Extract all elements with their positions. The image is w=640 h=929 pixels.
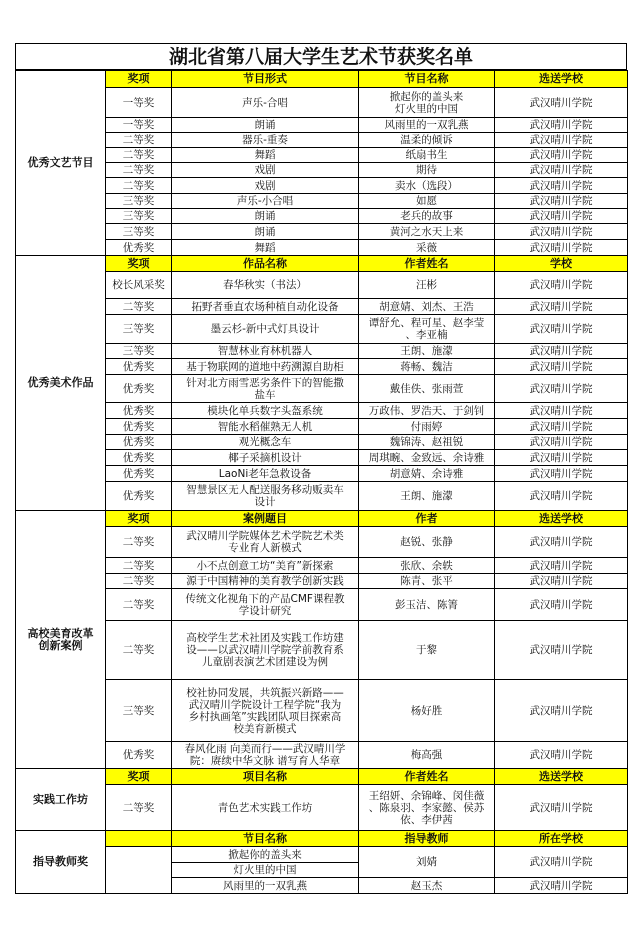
cell-work: 付雨婷 (359, 419, 495, 435)
cell-school: 武汉晴川学院 (495, 118, 628, 133)
column-header-award (106, 831, 172, 847)
cell-form: 戏剧 (172, 163, 359, 178)
cell-work: 灯火里的中国 (172, 863, 359, 878)
cell-form: 高校学生艺术社团及实践工作坊建 设——以武汉晴川学院学前教育系 儿童剧表演艺术团建设为例 (172, 621, 359, 680)
cell-award: 优秀奖 (106, 419, 172, 435)
table-row (16, 435, 628, 450)
cell-school: 武汉晴川学院 (495, 194, 628, 209)
cell-school: 武汉晴川学院 (495, 344, 628, 359)
section-category: 优秀美术作品 (16, 256, 106, 511)
cell-school: 武汉晴川学院 (495, 466, 628, 482)
cell-award: 一等奖 (106, 118, 172, 133)
cell-award: 三等奖 (106, 344, 172, 359)
cell-award: 优秀奖 (106, 375, 172, 403)
section-header-row (16, 71, 628, 88)
cell-work: 风雨里的一双乳燕 (172, 878, 359, 894)
cell-form: 青色艺术实践工作坊 (172, 785, 359, 831)
cell-school: 武汉晴川学院 (495, 435, 628, 450)
cell-school: 武汉晴川学院 (495, 178, 628, 194)
cell-form: 墨云杉-新中式灯具设计 (172, 315, 359, 344)
table-row (16, 133, 628, 148)
cell-work: 风雨里的一双乳燕 (359, 118, 495, 133)
cell-award: 校长风采奖 (106, 272, 172, 299)
cell-award: 优秀奖 (106, 450, 172, 466)
cell-award: 一等奖 (106, 88, 172, 118)
cell-work: 采薇 (359, 240, 495, 256)
column-header-school: 学校 (495, 256, 628, 272)
table-row (16, 209, 628, 224)
cell-work: 纸扇书生 (359, 148, 495, 163)
table-row (16, 621, 628, 680)
cell-award: 三等奖 (106, 209, 172, 224)
cell-form: 声乐-合唱 (172, 88, 359, 118)
cell-school: 武汉晴川学院 (495, 589, 628, 621)
table-row (16, 742, 628, 769)
cell-award: 二等奖 (106, 178, 172, 194)
cell-form: 舞蹈 (172, 240, 359, 256)
cell-school: 武汉晴川学院 (495, 209, 628, 224)
cell-form: 基于物联网的道地中药溯源自助柜 (172, 359, 359, 375)
cell-work: 赵锐、张静 (359, 527, 495, 558)
table-row (16, 589, 628, 621)
cell-work: 温柔的倾诉 (359, 133, 495, 148)
cell-form: 源于中国精神的美育教学创新实践 (172, 574, 359, 589)
column-header-award: 奖项 (106, 769, 172, 785)
cell-form: 朗诵 (172, 209, 359, 224)
cell-school: 武汉晴川学院 (495, 88, 628, 118)
cell-form: 小不点创意工坊“美育”新探索 (172, 558, 359, 574)
cell-teacher: 刘婧 (359, 847, 495, 878)
cell-work: 周琪畹、金致远、余诗雅 (359, 450, 495, 466)
cell-form: 传统文化视角下的产品CMF课程教 学设计研究 (172, 589, 359, 621)
cell-award: 二等奖 (106, 574, 172, 589)
table-row (16, 272, 628, 299)
cell-school: 武汉晴川学院 (495, 224, 628, 240)
cell-award: 二等奖 (106, 621, 172, 680)
cell-form: 朗诵 (172, 118, 359, 133)
cell-school: 武汉晴川学院 (495, 847, 628, 878)
cell-school: 武汉晴川学院 (495, 148, 628, 163)
table-row (16, 419, 628, 435)
cell-school: 武汉晴川学院 (495, 574, 628, 589)
cell-work: 戴佳佚、张雨萱 (359, 375, 495, 403)
page-title: 湖北省第八届大学生艺术节获奖名单 (15, 43, 627, 70)
table-row (16, 680, 628, 742)
table-row (16, 194, 628, 209)
cell-form: LaoNi老年急救设备 (172, 466, 359, 482)
cell-school: 武汉晴川学院 (495, 680, 628, 742)
column-header-award: 奖项 (106, 256, 172, 272)
table-row (16, 527, 628, 558)
cell-work: 掀起你的盖头来 (172, 847, 359, 863)
cell-award: 优秀奖 (106, 466, 172, 482)
cell-form: 智能水稻催熟无人机 (172, 419, 359, 435)
section-category: 指导教师奖 (16, 831, 106, 894)
section-header-row (16, 831, 628, 847)
cell-award: 二等奖 (106, 133, 172, 148)
table-row (16, 450, 628, 466)
column-header-school: 选送学校 (495, 511, 628, 527)
cell-work: 张欣、余轶 (359, 558, 495, 574)
table-row (16, 163, 628, 178)
cell-award: 优秀奖 (106, 403, 172, 419)
cell-form: 春华秋实（书法） (172, 272, 359, 299)
cell-school: 武汉晴川学院 (495, 621, 628, 680)
column-header-school: 选送学校 (495, 769, 628, 785)
column-header-school: 选送学校 (495, 71, 628, 88)
cell-form: 模块化单兵数字头盔系统 (172, 403, 359, 419)
section-header-row (16, 256, 628, 272)
cell-work: 陈青、张平 (359, 574, 495, 589)
cell-award: 优秀奖 (106, 240, 172, 256)
cell-school: 武汉晴川学院 (495, 272, 628, 299)
column-header-school: 所在学校 (495, 831, 628, 847)
column-header-award: 奖项 (106, 511, 172, 527)
table-row (16, 224, 628, 240)
cell-school: 武汉晴川学院 (495, 785, 628, 831)
cell-school: 武汉晴川学院 (495, 359, 628, 375)
cell-work: 汪彬 (359, 272, 495, 299)
cell-school: 武汉晴川学院 (495, 742, 628, 769)
table-row (16, 88, 628, 118)
table-row (16, 359, 628, 375)
table-row (16, 240, 628, 256)
table-row (16, 178, 628, 194)
cell-form: 戏剧 (172, 178, 359, 194)
cell-school: 武汉晴川学院 (495, 878, 628, 894)
column-header-form: 项目名称 (172, 769, 359, 785)
section-header-row (16, 769, 628, 785)
cell-school: 武汉晴川学院 (495, 133, 628, 148)
section-category: 高校美育改革 创新案例 (16, 511, 106, 769)
cell-form: 校社协同发展，共筑振兴新路—— 武汉晴川学院设计工程学院“我为 乡村执画笔”实践团队项目探索高 校美育新模式 (172, 680, 359, 742)
table-row (16, 574, 628, 589)
cell-work: 老兵的故事 (359, 209, 495, 224)
cell-work: 谭舒允、程可星、赵李莹 、李亚楠 (359, 315, 495, 344)
table-row (16, 148, 628, 163)
cell-award (106, 847, 172, 894)
cell-award: 三等奖 (106, 224, 172, 240)
table-row (16, 558, 628, 574)
cell-work: 万政伟、罗浩天、于剑钊 (359, 403, 495, 419)
cell-school: 武汉晴川学院 (495, 403, 628, 419)
cell-award: 优秀奖 (106, 742, 172, 769)
cell-form: 智慧景区无人配送服务移动贩卖车 设计 (172, 482, 359, 511)
table-row (16, 375, 628, 403)
section-category: 实践工作坊 (16, 769, 106, 831)
table-row (16, 344, 628, 359)
cell-award: 三等奖 (106, 680, 172, 742)
cell-school: 武汉晴川学院 (495, 419, 628, 435)
cell-award: 二等奖 (106, 163, 172, 178)
cell-form: 智慧林业育林机器人 (172, 344, 359, 359)
cell-award: 二等奖 (106, 527, 172, 558)
cell-award: 优秀奖 (106, 435, 172, 450)
table-row (16, 403, 628, 419)
cell-school: 武汉晴川学院 (495, 558, 628, 574)
table-row (16, 847, 628, 863)
cell-award: 二等奖 (106, 589, 172, 621)
cell-work: 胡意婧、余诗雅 (359, 466, 495, 482)
section-category: 优秀文艺节目 (16, 71, 106, 256)
cell-school: 武汉晴川学院 (495, 163, 628, 178)
cell-form: 朗诵 (172, 224, 359, 240)
cell-work: 彭玉洁、陈箐 (359, 589, 495, 621)
column-header-work: 作者姓名 (359, 769, 495, 785)
cell-work: 王朗、施濛 (359, 482, 495, 511)
cell-work: 王朗、施濛 (359, 344, 495, 359)
cell-work: 杨好胜 (359, 680, 495, 742)
cell-award: 三等奖 (106, 315, 172, 344)
cell-school: 武汉晴川学院 (495, 450, 628, 466)
cell-school: 武汉晴川学院 (495, 299, 628, 315)
cell-form: 舞蹈 (172, 148, 359, 163)
cell-work: 期待 (359, 163, 495, 178)
cell-award: 优秀奖 (106, 359, 172, 375)
cell-award: 三等奖 (106, 194, 172, 209)
cell-teacher: 赵玉杰 (359, 878, 495, 894)
cell-award: 二等奖 (106, 148, 172, 163)
cell-work: 于黎 (359, 621, 495, 680)
cell-work: 胡意婧、刘杰、王浩 (359, 299, 495, 315)
column-header-form: 节目名称 (172, 831, 359, 847)
cell-award: 二等奖 (106, 299, 172, 315)
cell-school: 武汉晴川学院 (495, 527, 628, 558)
cell-award: 二等奖 (106, 785, 172, 831)
cell-form: 椰子采摘机设计 (172, 450, 359, 466)
column-header-form: 作品名称 (172, 256, 359, 272)
table-row (16, 315, 628, 344)
table-row (16, 118, 628, 133)
cell-award: 优秀奖 (106, 482, 172, 511)
cell-form: 针对北方雨雪恶劣条件下的智能撒 盐车 (172, 375, 359, 403)
column-header-form: 案例题目 (172, 511, 359, 527)
table-row (16, 299, 628, 315)
cell-form: 观光概念车 (172, 435, 359, 450)
column-header-work: 作者姓名 (359, 256, 495, 272)
column-header-form: 节目形式 (172, 71, 359, 88)
column-header-work: 指导教师 (359, 831, 495, 847)
cell-form: 拓野者垂直农场种植自动化设备 (172, 299, 359, 315)
cell-work: 掀起你的盖头来 灯火里的中国 (359, 88, 495, 118)
cell-work: 黄河之水天上来 (359, 224, 495, 240)
cell-work: 卖水（选段） (359, 178, 495, 194)
cell-form: 春风化雨 向美而行——武汉晴川学 院：赓续中华文脉 谱写育人华章 (172, 742, 359, 769)
award-table (15, 70, 628, 894)
cell-form: 武汉晴川学院媒体艺术学院艺术类 专业育人新模式 (172, 527, 359, 558)
cell-work: 蒋畅、魏洁 (359, 359, 495, 375)
cell-form: 器乐-重奏 (172, 133, 359, 148)
table-row (16, 785, 628, 831)
column-header-award: 奖项 (106, 71, 172, 88)
table-row (16, 466, 628, 482)
cell-school: 武汉晴川学院 (495, 375, 628, 403)
cell-work: 魏锦涛、赵祖锐 (359, 435, 495, 450)
cell-work: 梅高强 (359, 742, 495, 769)
cell-school: 武汉晴川学院 (495, 482, 628, 511)
section-header-row (16, 511, 628, 527)
cell-work: 如愿 (359, 194, 495, 209)
cell-school: 武汉晴川学院 (495, 240, 628, 256)
cell-form: 声乐-小合唱 (172, 194, 359, 209)
cell-school: 武汉晴川学院 (495, 315, 628, 344)
column-header-work: 作者 (359, 511, 495, 527)
table-row (16, 482, 628, 511)
column-header-work: 节目名称 (359, 71, 495, 88)
cell-award: 二等奖 (106, 558, 172, 574)
cell-work: 王绍妍、余锦峰、闵佳薇 、陈泉羽、李家懿、侯苏 依、李伊茜 (359, 785, 495, 831)
